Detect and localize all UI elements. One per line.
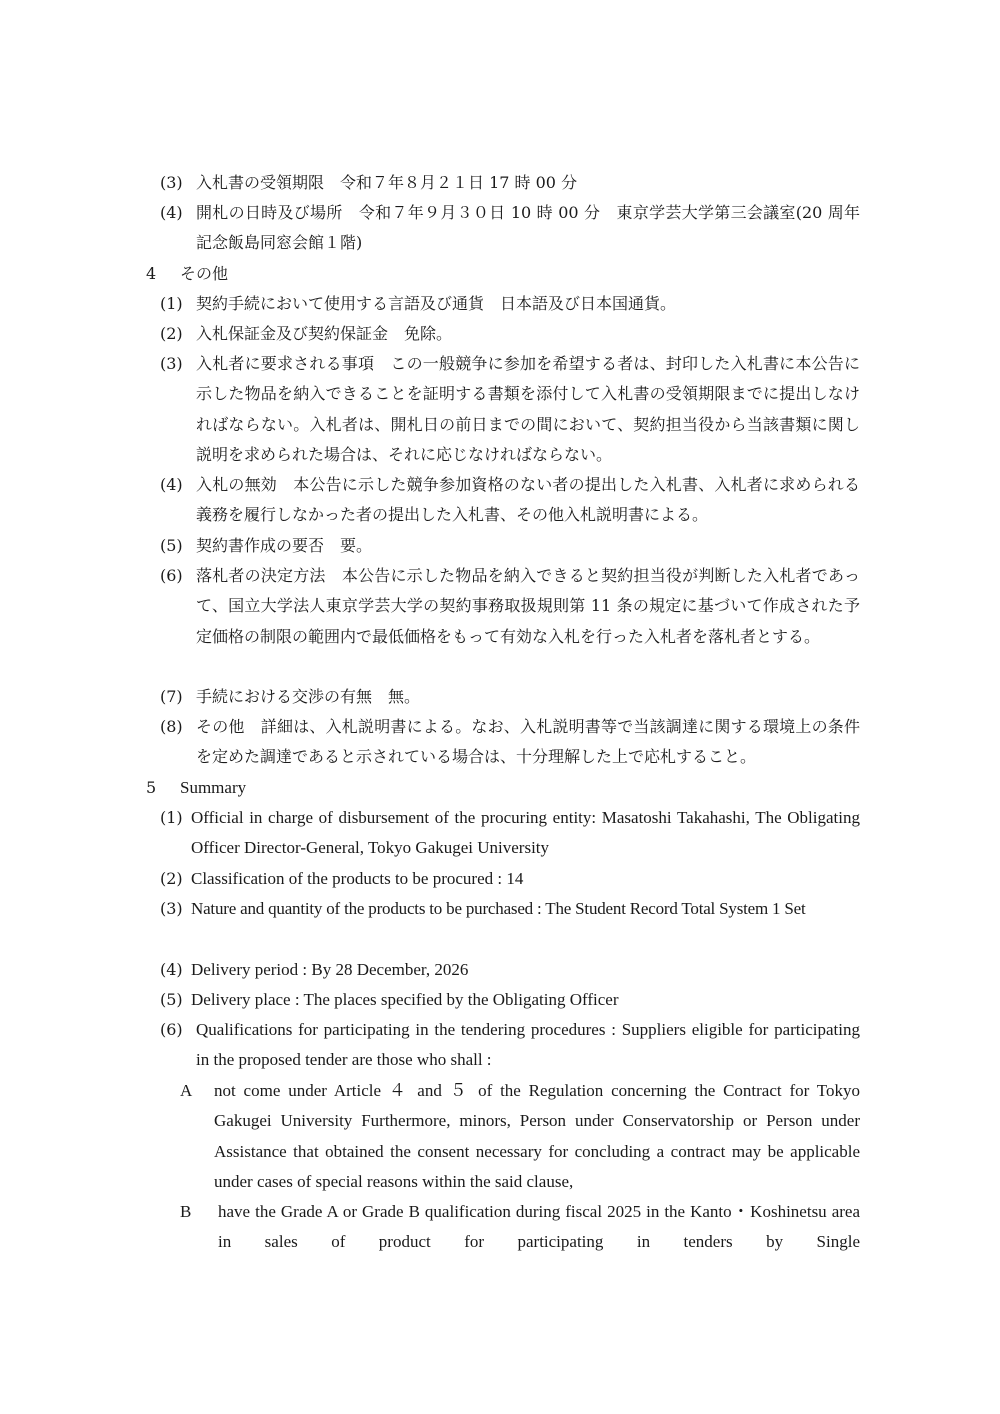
item-text-3-3: 入札書の受領期限 令和７年８月２１日 17 時 00 分 [196, 173, 578, 192]
subitem-text-B: have the Grade A or Grade B qualification during fiscal 2025 in the Kanto・Koshinetsu area in sales of product for participating in tenders by Single [218, 1202, 860, 1252]
item-label-5-6: (6) [160, 1020, 183, 1039]
item-text-4-3: 入札者に要求される事項 この一般競争に参加を希望する者は、封印した入札書に本公告に示した物品を納入できることを証明する書類を添付して入札書の受領期限までに提出しなければならない。入札者は、開札日の前日までの間において、契約担当役から当該書類に関し説明を求められた場合は、それに応じなければならない。 [196, 354, 860, 464]
item-text-5-4: Delivery period : By 28 December, 2026 [191, 960, 469, 979]
item-label-3-4: (4) [160, 203, 183, 222]
item-text-4-2: 入札保証金及び契約保証金 免除。 [196, 324, 453, 343]
item-text-5-6: Qualifications for participating in the tendering procedures : Suppliers eligible for participating in the proposed tender are those who shall : [196, 1020, 860, 1070]
subitem-text-A: not come under Article ４ and ５ of the Regulation concerning the Contract for Tokyo Gakugei University Furthermore, minors, Person under Conservatorship or Person under Assistance that obtained the consent necessary for concluding a contract may be applicable under cases of special reasons within the said clause, [214, 1081, 860, 1191]
item-text-5-1-content: Official in charge of disbursement of the procuring entity: Masatoshi Takahashi, The Obligating Officer Director-General, Tokyo Gakugei University [191, 808, 860, 858]
item-label-5-1: (1) [160, 808, 183, 827]
item-label-4-8: (8) [160, 717, 183, 736]
item-text-3-4 [196, 198, 860, 259]
item-text-5-2: Classification of the products to be procured : 14 [191, 869, 524, 888]
item-text-5-3: Nature and quantity of the products to be purchased : The Student Record Total System 1 Set [191, 899, 806, 918]
item-label-5-5: (5) [160, 990, 183, 1009]
item-text-5-5: Delivery place : The places specified by the Obligating Officer [191, 990, 619, 1009]
section-number-4: 4 [146, 264, 157, 283]
item-label-5-3: (3) [160, 899, 183, 918]
item-text-3-4-content: 開札の日時及び場所 令和７年９月３０日 10 時 00 分 東京学芸大学第三会議室(20 周年記念飯島同窓会館１階) [196, 203, 860, 253]
item-text-4-7: 手続における交渉の有無 無。 [196, 687, 421, 706]
item-label-4-4: (4) [160, 475, 183, 494]
item-label-4-6: (6) [160, 566, 183, 585]
item-label-5-4: (4) [160, 960, 183, 979]
item-text-5-1 [191, 803, 860, 864]
subitem-label-A: A [180, 1081, 193, 1100]
item-label-3-3: (3) [160, 173, 183, 192]
item-label-4-1: (1) [160, 294, 183, 313]
item-label-4-5: (5) [160, 536, 183, 555]
item-label-4-2: (2) [160, 324, 183, 343]
section-number-5: 5 [146, 778, 157, 797]
item-label-4-7: (7) [160, 687, 183, 706]
section-title-5: Summary [180, 778, 247, 797]
item-label-5-2: (2) [160, 869, 183, 888]
item-text-4-4: 入札の無効 本公告に示した競争参加資格のない者の提出した入札書、入札者に求められる義務を履行しなかった者の提出した入札書、その他入札説明書による。 [196, 475, 860, 525]
section-title-4: その他 [180, 264, 229, 283]
item-text-4-1: 契約手続において使用する言語及び通貨 日本語及び日本国通貨。 [196, 294, 677, 313]
item-label-4-3: (3) [160, 354, 183, 373]
item-text-4-5: 契約書作成の要否 要。 [196, 536, 373, 555]
item-text-4-6: 落札者の決定方法 本公告に示した物品を納入できると契約担当役が判断した入札者であって、国立大学法人東京学芸大学の契約事務取扱規則第 11 条の規定に基づいて作成された予定価格の制限の範囲内で最低価格をもって有効な入札を行った入札者を落札者とする。 [196, 566, 860, 646]
item-text-4-8: その他 詳細は、入札説明書による。なお、入札説明書等で当該調達に関する環境上の条件を定めた調達であると示されている場合は、十分理解した上で応札すること。 [196, 717, 860, 767]
subitem-label-B: B [180, 1202, 192, 1221]
